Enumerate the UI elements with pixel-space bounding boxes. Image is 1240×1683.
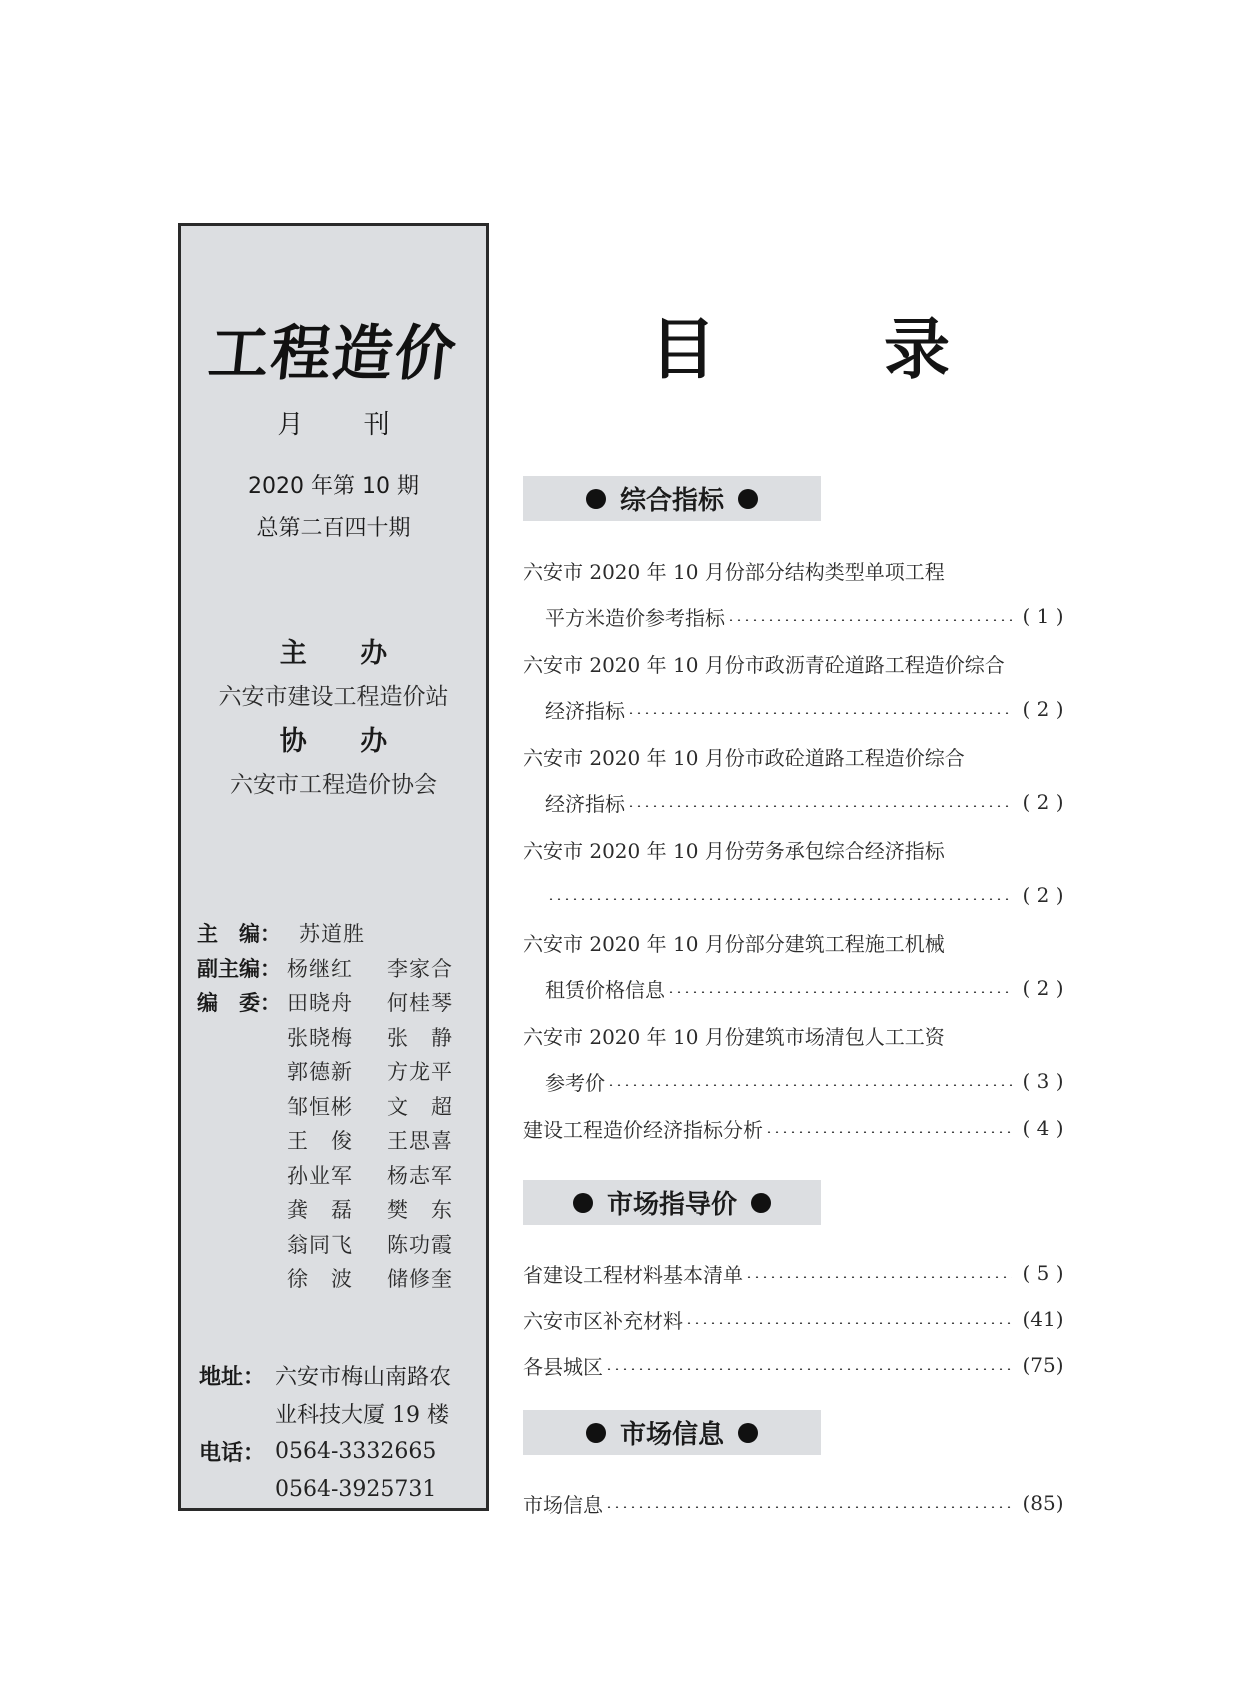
page-number: (85) <box>1022 1491 1064 1515</box>
dot-leader <box>605 1368 1012 1370</box>
toc-entry-title: 经济指标 <box>545 791 625 816</box>
page-number: ( 2 ) <box>1022 976 1064 1000</box>
section-heading-market-guide-price <box>523 1180 821 1225</box>
magazine-title: 工程造价 <box>205 319 461 389</box>
page-number: ( 3 ) <box>1022 1069 1064 1093</box>
bullet-icon <box>751 1193 771 1213</box>
bullet-icon <box>586 489 606 509</box>
dot-leader <box>745 1276 1012 1278</box>
page-number: (41) <box>1022 1307 1064 1331</box>
organizer-name: 六安市建设工程造价站 <box>218 684 449 710</box>
co-organizer-label: 协 办 <box>279 726 410 757</box>
staff-name: 文 超 <box>387 1094 453 1119</box>
staff-name: 邹恒彬 <box>287 1094 353 1119</box>
address-line: 业科技大厦 19 楼 <box>275 1402 449 1428</box>
staff-name: 杨继红 <box>287 956 353 981</box>
staff-row-committee <box>197 1020 487 1055</box>
co-organizer-name: 六安市工程造价协会 <box>230 772 437 798</box>
toc-entry[interactable] <box>523 547 1068 639</box>
toc-entry-title: 六安市 2020 年 10 月份市政砼道路工程造价综合 <box>523 745 965 770</box>
contact-info <box>199 1356 489 1508</box>
section-heading-text: 市场信息 <box>619 1420 724 1450</box>
staff-name: 陈功霞 <box>387 1232 453 1257</box>
staff-row-deputy-editor <box>197 951 487 986</box>
page-number: (75) <box>1022 1353 1064 1377</box>
staff-name: 李家合 <box>387 956 453 981</box>
page-number: ( 4 ) <box>1022 1116 1064 1140</box>
section-heading-text: 综合指标 <box>619 486 724 516</box>
staff-name: 方龙平 <box>387 1060 453 1085</box>
staff-row-committee <box>197 1261 487 1296</box>
toc-entry[interactable] <box>523 640 1068 732</box>
staff-name: 孙业军 <box>287 1163 353 1188</box>
staff-row-committee <box>197 1054 487 1089</box>
toc-title <box>650 296 950 396</box>
address-label: 地址： <box>199 1364 266 1390</box>
staff-row-committee <box>197 1227 487 1262</box>
toc-entry-title: 六安市 2020 年 10 月份建筑市场清包人工工资 <box>523 1024 945 1049</box>
staff-role: 副主编： <box>197 956 281 981</box>
toc-title-char: 目 <box>650 311 716 388</box>
toc-entry[interactable] <box>523 826 1068 918</box>
staff-name: 杨志军 <box>387 1163 453 1188</box>
bullet-icon <box>738 1423 758 1443</box>
phone-row <box>199 1470 489 1508</box>
staff-role: 编 委： <box>197 991 281 1016</box>
toc-entry-title: 六安市 2020 年 10 月份部分结构类型单项工程 <box>523 559 945 584</box>
toc-entry[interactable] <box>523 1012 1068 1104</box>
section-heading-market-info <box>523 1410 821 1455</box>
toc-entry-title: 建设工程造价经济指标分析 <box>523 1117 763 1142</box>
dot-leader <box>627 805 1012 807</box>
toc-entry-title: 六安市 2020 年 10 月份劳务承包综合经济指标 <box>523 838 945 863</box>
staff-row-committee <box>197 985 487 1020</box>
page-number: ( 5 ) <box>1022 1261 1064 1285</box>
staff-row-committee <box>197 1158 487 1193</box>
phone-row <box>199 1432 489 1470</box>
toc-entry[interactable] <box>523 1480 1068 1526</box>
toc-entry[interactable] <box>523 1342 1068 1388</box>
masthead-box <box>178 223 489 1511</box>
staff-row-chief-editor <box>197 916 487 951</box>
address-row <box>199 1356 489 1394</box>
staff-name: 翁同飞 <box>287 1232 353 1257</box>
page-number: ( 2 ) <box>1022 790 1064 814</box>
toc-entry[interactable] <box>523 919 1068 1011</box>
dot-leader <box>685 1322 1012 1324</box>
address-line: 六安市梅山南路农 <box>275 1364 452 1390</box>
toc-entry-title: 租赁价格信息 <box>545 977 665 1002</box>
staff-row-committee <box>197 1192 487 1227</box>
section-heading-comprehensive-indicators <box>523 476 821 521</box>
phone-number: 0564-3925731 <box>275 1476 437 1502</box>
phone-label: 电话： <box>199 1440 266 1466</box>
issue-number: 2020 年第 10 期 <box>248 474 419 499</box>
staff-name: 苏道胜 <box>299 922 365 947</box>
toc-entry[interactable] <box>523 1296 1068 1342</box>
staff-name: 王思喜 <box>387 1129 453 1154</box>
page-number: ( 2 ) <box>1022 697 1064 721</box>
dot-leader <box>547 898 1012 900</box>
dot-leader <box>727 619 1012 621</box>
staff-role: 主 编： <box>197 922 281 947</box>
address-row <box>199 1394 489 1432</box>
bullet-icon <box>586 1423 606 1443</box>
staff-name: 徐 波 <box>287 1267 353 1292</box>
dot-leader <box>605 1506 1012 1508</box>
toc-entry[interactable] <box>523 1105 1068 1151</box>
staff-name: 郭德新 <box>287 1060 353 1085</box>
toc-entry-title: 经济指标 <box>545 698 625 723</box>
section-heading-text: 市场指导价 <box>606 1190 737 1220</box>
toc-entry-title: 市场信息 <box>523 1492 603 1517</box>
toc-title-char: 录 <box>884 311 950 388</box>
dot-leader <box>765 1131 1012 1133</box>
dot-leader <box>607 1084 1012 1086</box>
toc-entry[interactable] <box>523 1250 1068 1296</box>
bullet-icon <box>573 1193 593 1213</box>
staff-name: 樊 东 <box>387 1198 453 1223</box>
toc-entry-title: 省建设工程材料基本清单 <box>523 1262 743 1287</box>
staff-name: 王 俊 <box>287 1129 353 1154</box>
staff-name: 龚 磊 <box>287 1198 353 1223</box>
bullet-icon <box>738 489 758 509</box>
phone-number: 0564-3332665 <box>275 1438 437 1464</box>
toc-entry-title: 六安市区补充材料 <box>523 1308 683 1333</box>
staff-name: 储修奎 <box>387 1267 453 1292</box>
staff-row-committee <box>197 1123 487 1158</box>
toc-entry-title: 参考价 <box>545 1070 605 1095</box>
toc-entry-title: 平方米造价参考指标 <box>545 605 725 630</box>
cumulative-issue-number: 总第二百四十期 <box>256 516 411 541</box>
staff-name: 张晓梅 <box>287 1025 353 1050</box>
staff-row-committee <box>197 1089 487 1124</box>
toc-entry[interactable] <box>523 733 1068 825</box>
toc-entry-title: 六安市 2020 年 10 月份部分建筑工程施工机械 <box>523 931 945 956</box>
dot-leader <box>667 991 1012 993</box>
magazine-frequency: 月 刊 <box>277 410 416 440</box>
toc-entry-title: 各县城区 <box>523 1354 603 1379</box>
page-number: ( 1 ) <box>1022 604 1064 628</box>
organizer-label: 主 办 <box>279 638 410 669</box>
editorial-staff-list <box>197 916 487 1296</box>
page-number: ( 2 ) <box>1022 883 1064 907</box>
staff-name: 何桂琴 <box>387 991 453 1016</box>
toc-entry-title: 六安市 2020 年 10 月份市政沥青砼道路工程造价综合 <box>523 652 1005 677</box>
staff-name: 田晓舟 <box>287 991 353 1016</box>
staff-name: 张 静 <box>387 1025 453 1050</box>
dot-leader <box>627 712 1012 714</box>
